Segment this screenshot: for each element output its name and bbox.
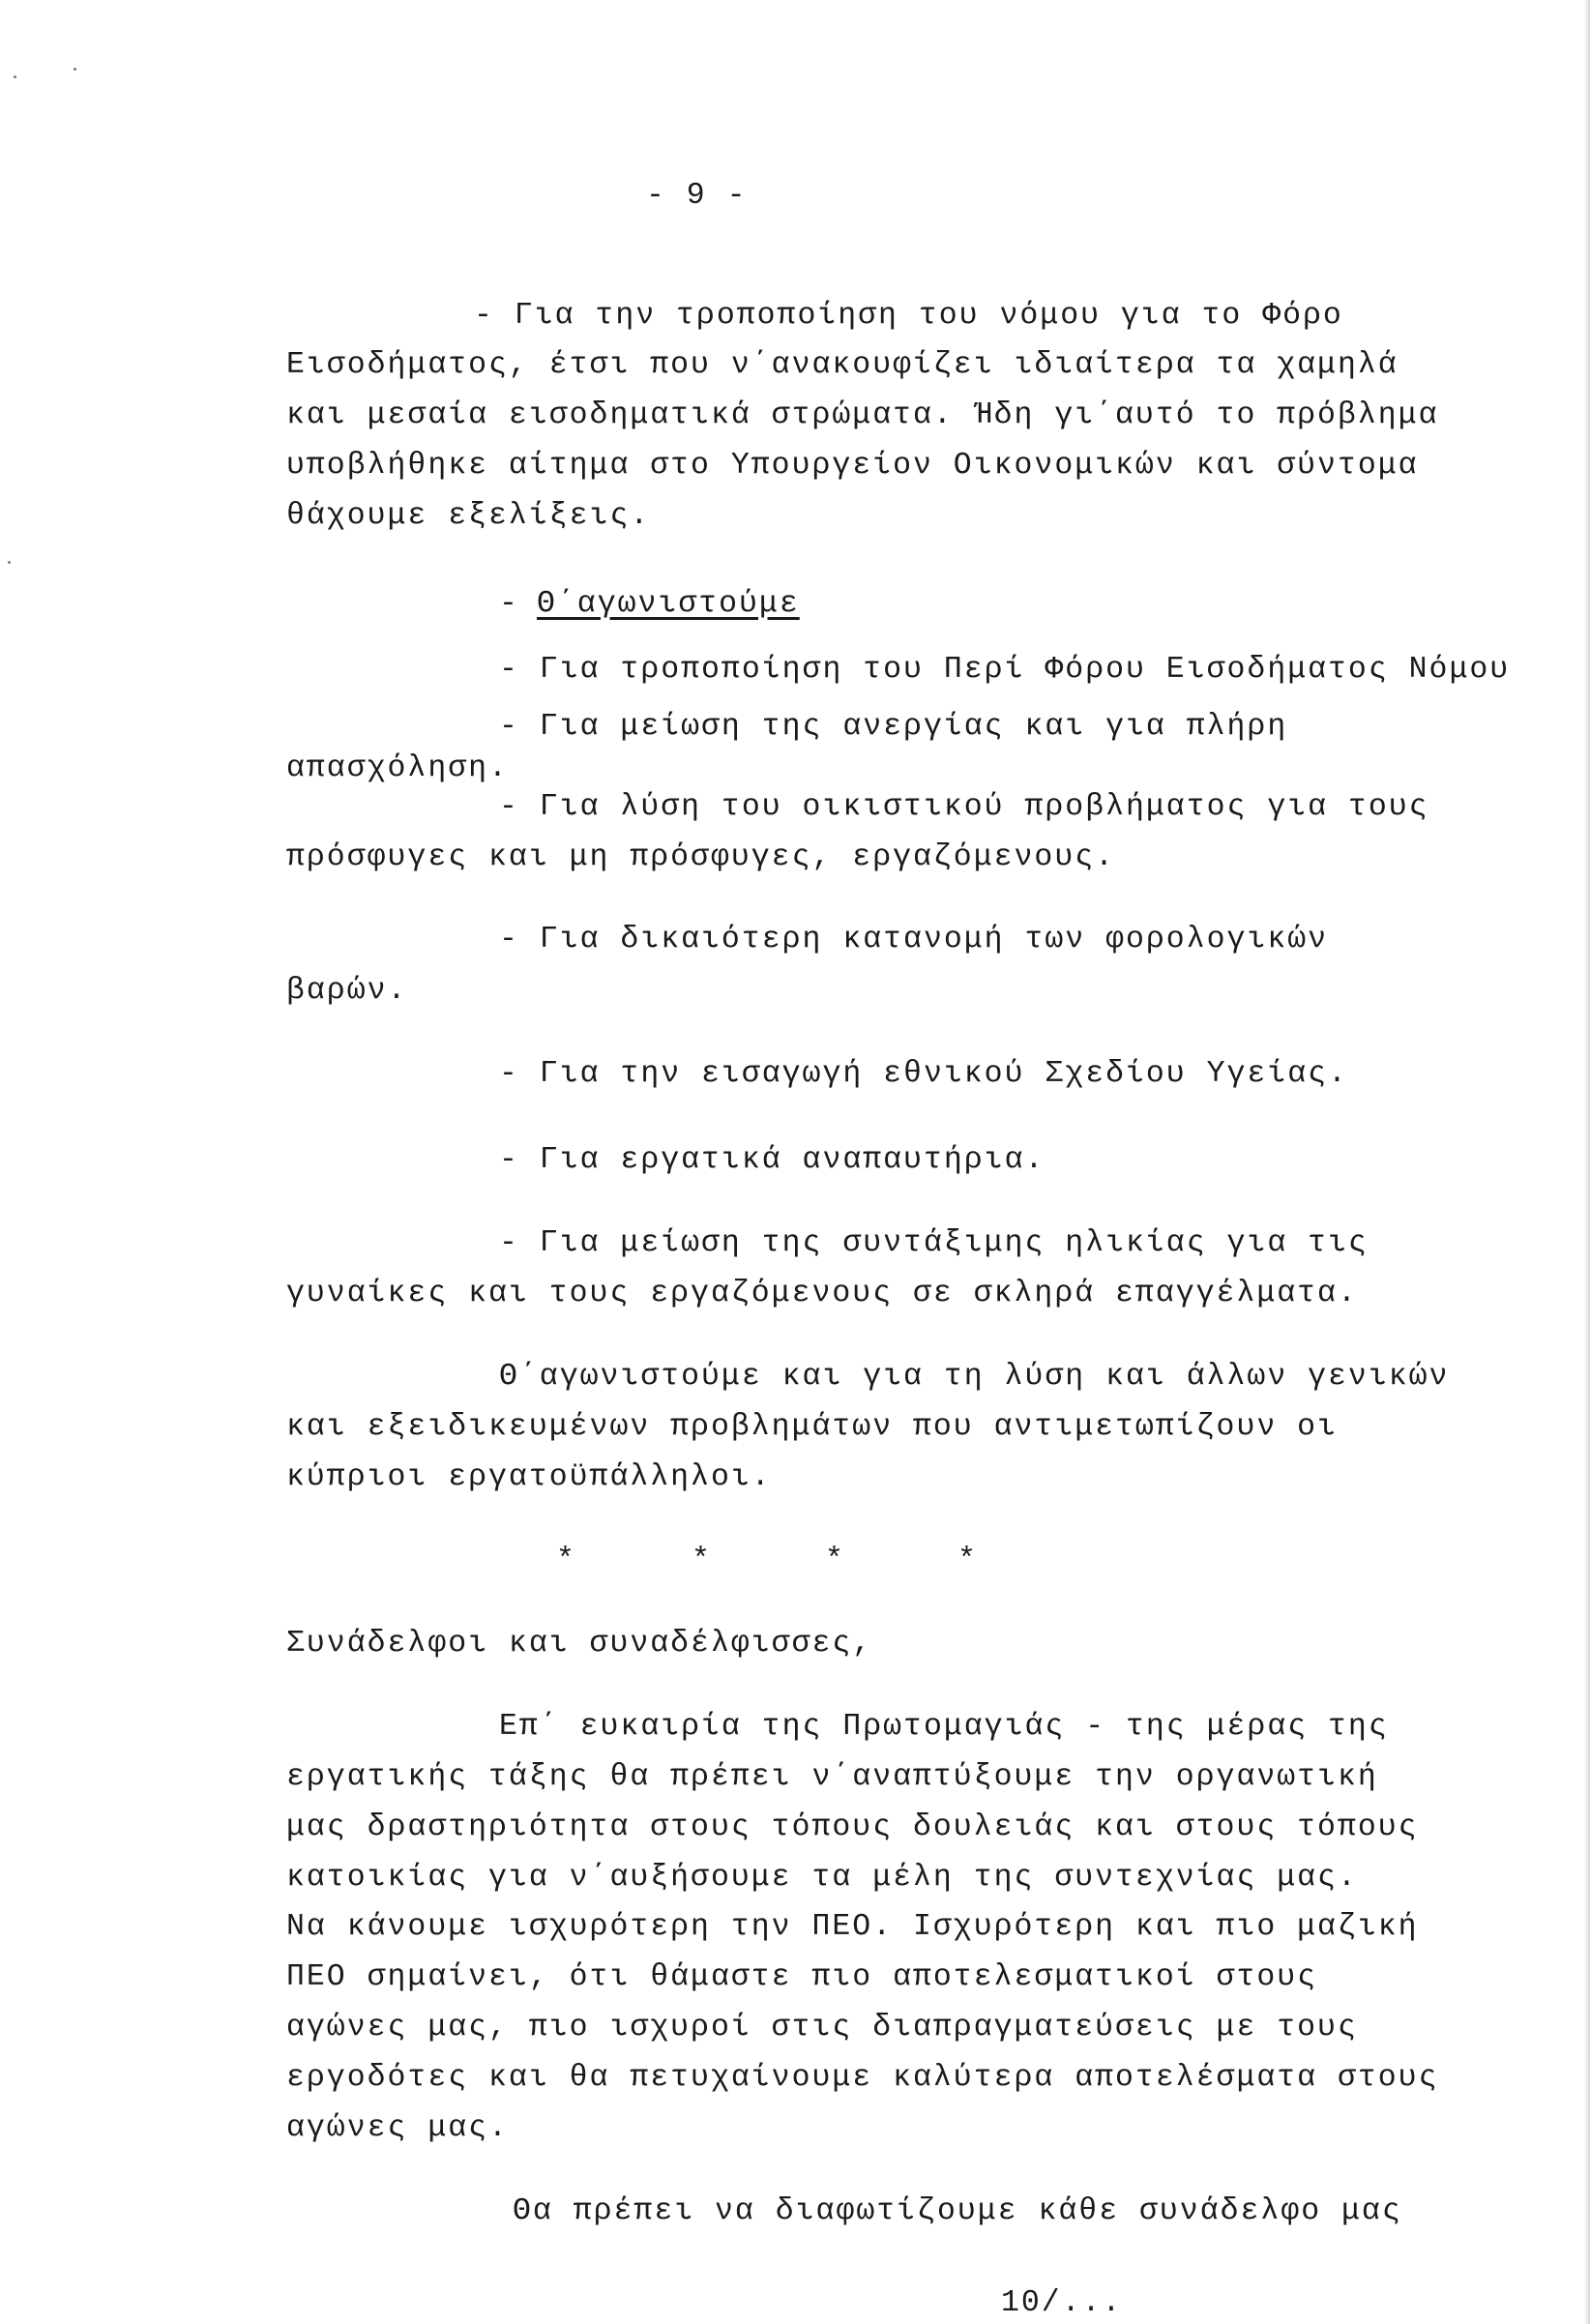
- separator-star: *: [556, 1544, 576, 1577]
- text-line: γυναίκες και τους εργαζόμενους σε σκληρά επαγγέλματα.: [286, 1277, 1358, 1310]
- text-line: κύπριοι εργατοϋπάλληλοι.: [286, 1460, 772, 1494]
- list-item: - Για μείωση της συντάξιμης ηλικίας για τις: [499, 1226, 1369, 1260]
- separator-star: *: [692, 1544, 712, 1577]
- text-line: Να κάνουμε ισχυρότερη την ΠΕΟ. Ισχυρότερη και πιο μαζική: [286, 1910, 1419, 1944]
- text-line: εργοδότες και θα πετυχαίνουμε καλύτερα αποτελέσματα στους: [286, 2061, 1439, 2095]
- section-dash: -: [499, 587, 519, 621]
- text-line: υποβλήθηκε αίτημα στο Υπουργείον Οικονομικών και σύντομα: [286, 449, 1419, 483]
- text-line: αγώνες μας, πιο ισχυροί στις διαπραγματεύσεις με τους: [286, 2011, 1358, 2045]
- list-item: - Για την εισαγωγή εθνικού Σχεδίου Υγείας.: [499, 1057, 1348, 1091]
- list-item: - Για λύση του οικιστικού προβλήματος για τους: [499, 790, 1429, 824]
- text-line: βαρών.: [286, 974, 408, 1008]
- salutation: Συνάδελφοι και συναδέλφισσες,: [286, 1627, 873, 1661]
- text-line: αγώνες μας.: [286, 2111, 509, 2145]
- text-line: κατοικίας για ν΄αυξήσουμε τα μέλη της συντεχνίας μας.: [286, 1861, 1358, 1895]
- scan-speck: [8, 561, 11, 564]
- list-item: - Για δικαιότερη κατανομή των φορολογικών: [499, 923, 1329, 956]
- list-item: - Για τροποποίηση του Περί Φόρου Εισοδήματος Νόμου: [499, 653, 1511, 687]
- list-item: - Για μείωση της ανεργίας και για πλήρη: [499, 710, 1288, 744]
- separator-star: *: [957, 1544, 978, 1577]
- text-line: πρόσφυγες και μη πρόσφυγες, εργαζόμενους.: [286, 840, 1116, 874]
- scan-edge: [1584, 0, 1590, 2324]
- section-heading: Θ΄αγωνιστούμε: [537, 587, 800, 621]
- text-line: Επ΄ ευκαιρία της Πρωτομαγιάς - της μέρας της: [499, 1710, 1389, 1744]
- text-line: και μεσαία εισοδηματικά στρώματα. Ήδη γι΄αυτό το πρόβλημα: [286, 398, 1439, 432]
- list-item: - Για εργατικά αναπαυτήρια.: [499, 1143, 1045, 1177]
- text-line: απασχόληση.: [286, 751, 509, 785]
- scan-speck: [74, 68, 76, 71]
- text-line: μας δραστηριότητα στους τόπους δουλειάς και στους τόπους: [286, 1810, 1419, 1844]
- text-line: και εξειδικευμένων προβλημάτων που αντιμετωπίζουν οι: [286, 1410, 1338, 1444]
- text-line: εργατικής τάξης θα πρέπει ν΄αναπτύξουμε την οργανωτική: [286, 1760, 1378, 1794]
- continuation-marker: 10/...: [1001, 2286, 1123, 2320]
- text-line: Θ΄αγωνιστούμε και για τη λύση και άλλων γενικών: [499, 1360, 1450, 1394]
- scan-speck: [14, 75, 16, 78]
- page-number: - 9 -: [646, 179, 748, 213]
- separator-star: *: [825, 1544, 845, 1577]
- text-line: Εισοδήματος, έτσι που ν΄ανακουφίζει ιδιαίτερα τα χαμηλά: [286, 348, 1399, 382]
- text-line: - Για την τροποποίηση του νόμου για το Φόρο: [474, 299, 1343, 333]
- text-line: ΠΕΟ σημαίνει, ότι θάμαστε πιο αποτελεσματικοί στους: [286, 1960, 1318, 1994]
- text-line: Θα πρέπει να διαφωτίζουμε κάθε συνάδελφο μας: [513, 2194, 1402, 2228]
- text-line: θάχουμε εξελίξεις.: [286, 499, 651, 533]
